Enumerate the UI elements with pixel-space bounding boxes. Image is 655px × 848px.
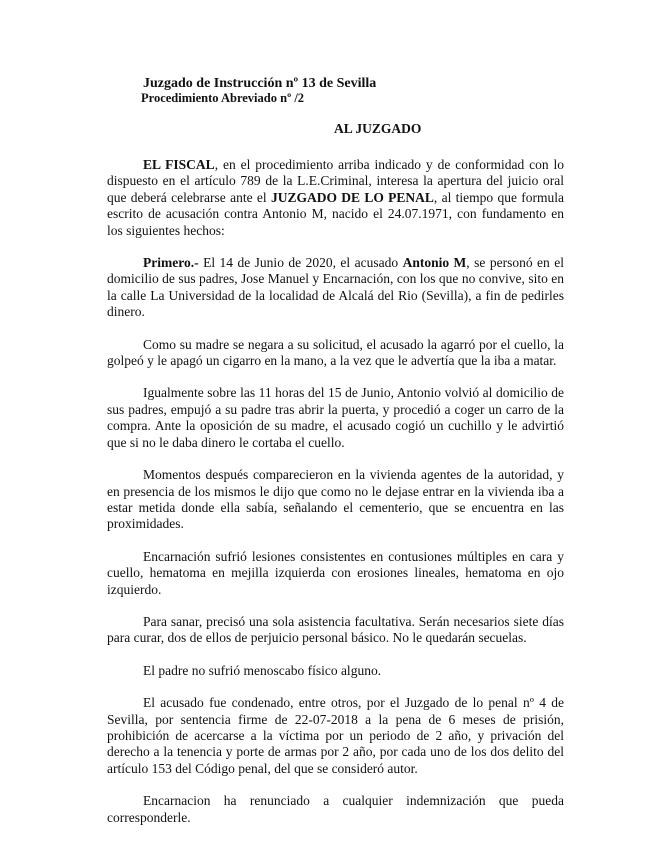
recipient-heading: AL JUZGADO — [334, 121, 422, 136]
fact-first-text-1: El 14 de Junio de 2020, el acusado — [198, 255, 403, 271]
fact-first-label: Primero.- — [143, 255, 199, 271]
intro-text-1: , en el procedimiento arriba indicado y de conformidad con lo dispuesto en el artículo 789 de la L.E.Criminal, interesa la apertura del juicio oral que deberá celebrarse ante el — [107, 157, 564, 205]
fact-first-paragraph — [107, 255, 564, 321]
court-name: Juzgado de Instrucción nº 13 de Sevilla — [143, 76, 377, 91]
accused-name: Antonio M — [402, 255, 467, 271]
fact-paragraph-assault: Como su madre se negara a su solicitud, el acusado la agarró por el cuello, la golpeó y le apagó un cigarro en la mano, a la vez que le advertía que la iba a matar. — [107, 336, 564, 369]
fact-first-text-2: , se personó en el domicilio de sus padres, Jose Manuel y Encarnación, con los que no convive, sito en la calle La Universidad de la localidad de Alcalá del Rio (Sevilla), a fin de pedirles dinero. — [107, 255, 564, 320]
document-body — [107, 157, 564, 826]
fact-paragraph-injuries: Encarnación sufrió lesiones consistentes en contusiones múltiples en cara y cuello, hematoma en mejilla izquierda con erosiones lineales, hematoma en ojo izquierdo. — [107, 548, 564, 597]
procedure-number: Procedimiento Abreviado nº /2 — [141, 91, 305, 105]
fact-paragraph-healing: Para sanar, precisó una sola asistencia facultativa. Serán necesarios siete días para curar, dos de ellos de perjuicio personal básico. No le quedarán secuelas. — [107, 613, 564, 646]
fact-paragraph-police: Momentos después comparecieron en la vivienda agentes de la autoridad, y en presencia de los mismos le dijo que como no le dejase entrar en la vivienda iba a estar metida donde ella sabía, señalando el cementerio, que se encuentra en las proximidades. — [107, 467, 564, 532]
fact-paragraph-prior-conviction: El acusado fue condenado, entre otros, por el Juzgado de lo penal nº 4 de Sevilla, por sentencia firme de 22-07-2018 a la pena de 6 meses de prisión, prohibición de acercarse a la víctima por un periodo de 2 año, y privación del derecho a la tenencia y porte de armas por 2 año, por cada uno de los dos delito del artículo 153 del Código penal, del que se consideró autor. — [107, 695, 564, 776]
intro-text-2: , al tiempo que formula escrito de acusación contra Antonio M, nacido el 24.07.1971, con fundamento en los siguientes hechos: — [107, 189, 564, 238]
intro-paragraph — [107, 157, 564, 239]
document-header — [143, 76, 376, 106]
fact-paragraph-father: El padre no sufrió menoscabo físico alguno. — [143, 662, 382, 678]
court-label: JUZGADO DE LO PENAL — [270, 189, 434, 205]
fact-paragraph-knife: Igualmente sobre las 11 horas del 15 de Junio, Antonio volvió al domicilio de sus padres, empujó a su padre tras abrir la puerta, y procedió a coger un carro de la compra. Ante la oposición de su madre, el acusado cogió un cuchillo y le advirtió que si no le daba dinero le cortaba el cuello. — [107, 385, 564, 450]
fact-paragraph-waiver: Encarnacion ha renunciado a cualquier indemnización que pueda corresponderle. — [107, 793, 564, 825]
prosecutor-label: EL FISCAL — [143, 157, 215, 172]
